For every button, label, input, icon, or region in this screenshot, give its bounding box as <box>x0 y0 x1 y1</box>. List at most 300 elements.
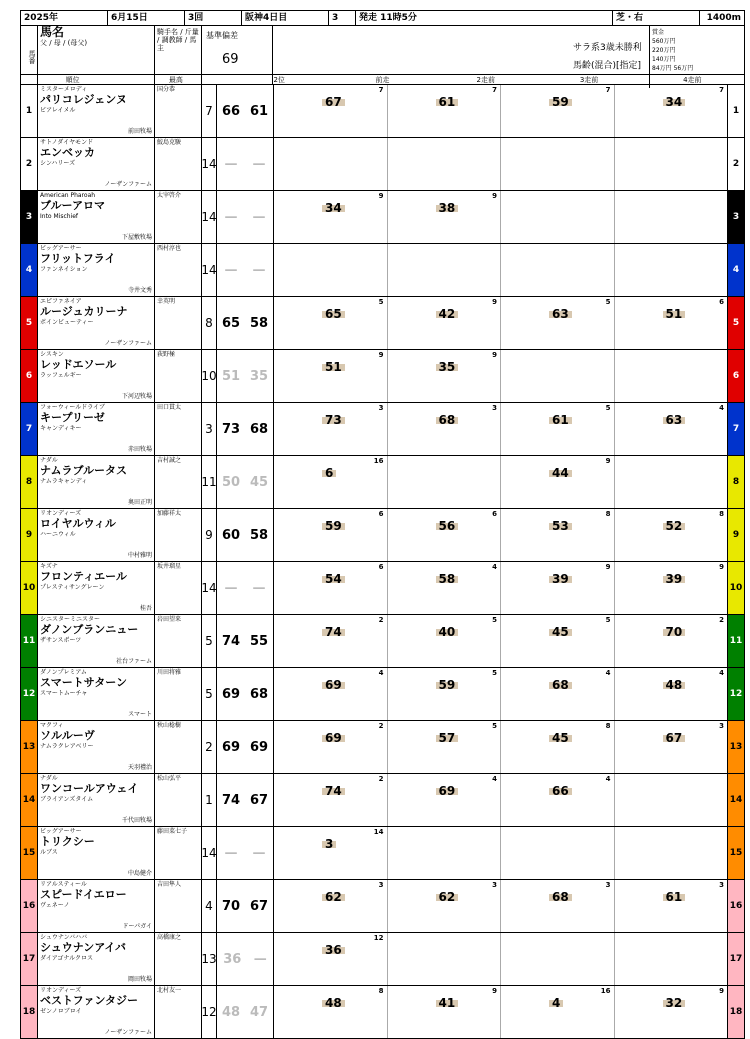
past-race <box>274 933 388 985</box>
ratings <box>217 456 274 508</box>
year: 2025年 <box>21 11 108 25</box>
past-races <box>274 562 727 614</box>
ratings <box>217 297 274 349</box>
past-races <box>274 668 727 720</box>
horse-row <box>21 986 744 1038</box>
owner: 下屋敷牧場 <box>121 234 152 241</box>
ratings <box>217 721 274 773</box>
second-rating: 68 <box>249 686 269 702</box>
horse-info <box>38 85 155 137</box>
second-rating: 67 <box>249 898 269 914</box>
dam: ビアレイメル <box>40 107 76 114</box>
best-rating: 74 <box>221 633 241 649</box>
owner: ノーザンファーム <box>104 340 152 347</box>
ratings <box>217 350 274 402</box>
past-finish: 3 <box>605 881 611 889</box>
sire: シニスターミニスター <box>40 616 101 623</box>
horse-info <box>38 509 155 561</box>
horse-row <box>21 774 744 827</box>
past-race <box>501 986 615 1038</box>
past-race <box>388 403 502 455</box>
dam: ダイアゴナルクロス <box>40 955 93 962</box>
owner: 下河辺牧場 <box>121 393 152 400</box>
past-index: 68 <box>436 417 459 424</box>
best-rating: 70 <box>221 898 241 914</box>
ratings <box>217 138 274 190</box>
past-race <box>501 615 615 667</box>
past-finish: 7 <box>492 86 497 94</box>
horse-row <box>21 827 744 880</box>
horse-number-right: 5 <box>727 297 744 349</box>
place: 阪神4日目 <box>242 11 329 25</box>
best-rating: 74 <box>221 792 241 808</box>
past-race <box>388 456 502 508</box>
second-rating: 68 <box>249 421 269 437</box>
past-race <box>615 562 728 614</box>
sire: ナダル <box>40 775 58 782</box>
past-finish: 3 <box>492 404 497 412</box>
rank: 14 <box>202 138 217 190</box>
past-race <box>274 244 388 296</box>
horse-number-right: 11 <box>727 615 744 667</box>
past-race <box>274 456 388 508</box>
second-rating: — <box>252 845 266 861</box>
past-finish: 3 <box>378 881 384 889</box>
second-rating: 61 <box>249 103 269 119</box>
horse-number-right: 9 <box>727 509 744 561</box>
jockey: 松山弘平 <box>155 774 202 826</box>
past-races <box>274 456 727 508</box>
past-finish: 5 <box>378 298 384 306</box>
horse-number: 1 <box>21 85 38 137</box>
owner: 天羽禮治 <box>127 764 152 771</box>
ratings <box>217 668 274 720</box>
past-finish: 5 <box>605 298 611 306</box>
past-race <box>274 297 388 349</box>
horse-number-right: 15 <box>727 827 744 879</box>
horse-row <box>21 615 744 668</box>
past-race <box>501 297 615 349</box>
dam: スマートムーチャ <box>40 690 88 697</box>
horse-row <box>21 456 744 509</box>
owner: 千代田牧場 <box>121 817 152 824</box>
second-rating: — <box>252 580 266 596</box>
past-index: 73 <box>322 417 345 424</box>
past-index: 67 <box>322 99 345 106</box>
past-index: 4 <box>549 1000 563 1007</box>
past-index: 62 <box>322 894 345 901</box>
horse-number: 2 <box>21 138 38 190</box>
past-index: 61 <box>436 99 459 106</box>
past-index: 58 <box>436 576 459 583</box>
past-index: 34 <box>322 205 345 212</box>
jockey: 吉村誠之 <box>155 456 202 508</box>
past-finish: 4 <box>719 404 724 412</box>
past-finish: 4 <box>719 669 724 677</box>
past-races <box>274 350 727 402</box>
rank: 2 <box>202 721 217 773</box>
past-race <box>274 721 388 773</box>
past-finish: 6 <box>719 298 724 306</box>
past-index: 69 <box>322 682 345 689</box>
past-race <box>615 986 728 1038</box>
past-race <box>388 297 502 349</box>
past-index: 45 <box>549 629 572 636</box>
horse-name: フリットフライ <box>40 252 116 265</box>
past-race <box>274 827 388 879</box>
horse-name: レッドエソール <box>40 358 117 371</box>
past-races <box>274 880 727 932</box>
past-finish: 9 <box>605 457 611 465</box>
past-race <box>501 721 615 773</box>
horse-info <box>38 244 155 296</box>
column-header <box>20 26 745 85</box>
dam: ルブス <box>40 849 58 856</box>
owner: 寺井文秀 <box>127 287 152 294</box>
past-finish: 5 <box>605 404 611 412</box>
second-rating: — <box>252 209 266 225</box>
sub-prev1: 前走 <box>375 76 390 84</box>
dam: ハーニウィル <box>40 531 76 538</box>
past-race <box>615 880 728 932</box>
ratings <box>217 244 274 296</box>
past-finish: 14 <box>373 828 384 836</box>
best-rating: — <box>224 845 238 861</box>
past-race <box>274 191 388 243</box>
dam: シンハリーズ <box>40 160 76 167</box>
rank: 11 <box>202 456 217 508</box>
past-finish: 2 <box>719 616 724 624</box>
horse-number: 5 <box>21 297 38 349</box>
past-index: 61 <box>549 417 572 424</box>
rank: 5 <box>202 615 217 667</box>
condition-2: 馬齢(混合)[指定] <box>573 61 642 71</box>
rank: 14 <box>202 562 217 614</box>
past-finish: 7 <box>605 86 611 94</box>
jockey-header: 騎手名 / 斤量 / 調教師 / 馬主 <box>155 26 202 84</box>
best-rating: 69 <box>221 739 241 755</box>
past-index: 59 <box>436 682 459 689</box>
past-index: 63 <box>549 311 572 318</box>
past-race <box>274 668 388 720</box>
horse-number: 16 <box>21 880 38 932</box>
horse-info <box>38 191 155 243</box>
start-time: 発走 11時5分 <box>356 11 613 25</box>
past-finish: 9 <box>492 298 497 306</box>
prize-label: 賞金 <box>652 29 665 36</box>
past-race <box>501 562 615 614</box>
owner: ノーザンファーム <box>104 1029 152 1036</box>
past-race <box>274 615 388 667</box>
dam: ナムラクレアベリー <box>40 743 94 750</box>
dam: ボインビューティー <box>40 319 94 326</box>
best-rating: 65 <box>221 315 241 331</box>
past-index: 52 <box>663 523 686 530</box>
past-races <box>274 933 727 985</box>
dam: ブライアンズタイム <box>40 796 94 803</box>
name-label: 馬名 <box>40 25 65 39</box>
second-rating: 69 <box>249 739 269 755</box>
sire: エピファネイア <box>40 298 82 305</box>
ratings <box>217 562 274 614</box>
past-race <box>274 85 388 137</box>
rank: 14 <box>202 827 217 879</box>
past-finish: 16 <box>600 987 611 995</box>
past-finish: 9 <box>492 351 497 359</box>
past-race <box>501 403 615 455</box>
horse-name: ロイヤルウィル <box>40 517 116 530</box>
horse-number-right: 2 <box>727 138 744 190</box>
past-race <box>501 668 615 720</box>
past-race <box>501 827 615 879</box>
past-race <box>388 615 502 667</box>
past-index: 36 <box>322 947 345 954</box>
horse-number-right: 7 <box>727 403 744 455</box>
horse-name: ベストファンタジー <box>40 994 139 1007</box>
best-rating: 73 <box>221 421 241 437</box>
past-index: 40 <box>436 629 459 636</box>
sub-prev3: 3走前 <box>579 76 599 84</box>
horse-row <box>21 403 744 456</box>
past-index: 39 <box>663 576 686 583</box>
past-race <box>388 721 502 773</box>
past-race <box>501 85 615 137</box>
past-race <box>615 403 728 455</box>
horse-number-right: 12 <box>727 668 744 720</box>
past-race <box>615 509 728 561</box>
past-race <box>388 562 502 614</box>
owner: 奥田正明 <box>127 499 152 506</box>
past-finish: 9 <box>719 563 724 571</box>
past-index: 70 <box>663 629 686 636</box>
prize-5: 56万円 <box>673 65 694 72</box>
horse-number-right: 18 <box>727 986 744 1038</box>
horse-info <box>38 138 155 190</box>
past-races <box>274 509 727 561</box>
horse-info <box>38 880 155 932</box>
past-index: 44 <box>549 470 572 477</box>
sire: リアルスティール <box>40 881 87 888</box>
past-finish: 5 <box>605 616 611 624</box>
horse-name: トリクシー <box>40 835 95 848</box>
past-index: 48 <box>322 1000 345 1007</box>
past-race <box>615 668 728 720</box>
best-rating: — <box>224 262 238 278</box>
horse-name: ブルーアロマ <box>40 199 106 212</box>
past-index: 65 <box>322 311 345 318</box>
rank: 1 <box>202 774 217 826</box>
horse-row <box>21 191 744 244</box>
past-races <box>274 615 727 667</box>
weight-label: 基準偏差 <box>206 31 238 40</box>
ratings <box>217 191 274 243</box>
past-races <box>274 244 727 296</box>
second-rating: 67 <box>249 792 269 808</box>
dam: キャンディキー <box>40 425 82 432</box>
horse-row <box>21 297 744 350</box>
horse-info <box>38 721 155 773</box>
jockey: 幸英明 <box>155 297 202 349</box>
past-race <box>501 774 615 826</box>
horse-info <box>38 403 155 455</box>
sire: サトノダイヤモンド <box>40 139 94 146</box>
horse-row <box>21 350 744 403</box>
dam: ファンネイション <box>40 266 88 273</box>
jockey: 加藤祥太 <box>155 509 202 561</box>
past-finish: 7 <box>378 86 384 94</box>
second-rating: — <box>252 156 266 172</box>
past-finish: 16 <box>373 457 384 465</box>
jockey: 荻野極 <box>155 350 202 402</box>
past-race <box>274 562 388 614</box>
rank: 12 <box>202 986 217 1038</box>
past-races <box>274 138 727 190</box>
past-finish: 5 <box>492 669 497 677</box>
rank: 14 <box>202 244 217 296</box>
sire: リオンディーズ <box>40 987 82 994</box>
past-finish: 4 <box>492 775 497 783</box>
past-races <box>274 986 727 1038</box>
past-race <box>274 509 388 561</box>
past-index: 3 <box>322 841 336 848</box>
second-rating: 58 <box>249 315 269 331</box>
horse-name: ナムラブルータス <box>40 464 128 477</box>
dam: ラッフェルギー <box>40 372 82 379</box>
past-race <box>501 138 615 190</box>
past-races <box>274 85 727 137</box>
past-index: 51 <box>322 364 345 371</box>
horse-info <box>38 933 155 985</box>
horse-info <box>38 827 155 879</box>
horse-row <box>21 85 744 138</box>
owner: 岡田牧場 <box>127 976 152 983</box>
horse-row <box>21 668 744 721</box>
horse-number-right: 14 <box>727 774 744 826</box>
horse-name: スピードイエロー <box>40 888 127 901</box>
sire: リオンディーズ <box>40 510 82 517</box>
best-rating: — <box>224 209 238 225</box>
past-index: 42 <box>436 311 459 318</box>
past-races <box>274 191 727 243</box>
horse-number-right: 13 <box>727 721 744 773</box>
owner: 社台ファーム <box>116 658 152 665</box>
past-finish: 6 <box>492 510 497 518</box>
past-race <box>615 827 728 879</box>
owner: 赤田牧場 <box>127 446 152 453</box>
owner: 桂吾 <box>139 605 152 612</box>
uma-label: 馬番 <box>21 26 38 84</box>
horse-info <box>38 615 155 667</box>
past-index: 57 <box>436 735 459 742</box>
dam: ナムラキャンディ <box>40 478 88 485</box>
past-race <box>388 933 502 985</box>
points-value: 69 <box>222 52 239 67</box>
race-header <box>20 10 745 26</box>
past-finish: 9 <box>378 351 384 359</box>
best-rating: 48 <box>221 1004 241 1020</box>
horse-name: ワンコールアウェイ <box>40 782 139 795</box>
past-index: 69 <box>322 735 345 742</box>
past-race <box>615 615 728 667</box>
rank: 9 <box>202 509 217 561</box>
horse-number: 9 <box>21 509 38 561</box>
sire: シュウナンバハバ <box>40 934 88 941</box>
past-races <box>274 774 727 826</box>
horse-number: 18 <box>21 986 38 1038</box>
second-rating: 47 <box>249 1004 269 1020</box>
past-race <box>501 456 615 508</box>
past-index: 62 <box>436 894 459 901</box>
past-finish: 3 <box>492 881 497 889</box>
horse-number: 17 <box>21 933 38 985</box>
jockey: 西村淳也 <box>155 244 202 296</box>
horse-number-right: 10 <box>727 562 744 614</box>
past-race <box>274 403 388 455</box>
horse-name: シュウナンアイバ <box>40 941 127 954</box>
past-index: 38 <box>436 205 459 212</box>
past-index: 35 <box>436 364 459 371</box>
horse-number-right: 16 <box>727 880 744 932</box>
past-race <box>615 933 728 985</box>
past-race <box>388 986 502 1038</box>
past-finish: 6 <box>378 510 384 518</box>
rank: 7 <box>202 85 217 137</box>
ratings <box>217 615 274 667</box>
horse-number: 4 <box>21 244 38 296</box>
past-finish: 5 <box>492 616 497 624</box>
past-index: 66 <box>549 788 572 795</box>
past-finish: 9 <box>492 987 497 995</box>
past-index: 54 <box>322 576 345 583</box>
past-finish: 12 <box>373 934 384 942</box>
ratings <box>217 509 274 561</box>
sire: ビッグアーサー <box>40 828 82 835</box>
rank: 3 <box>202 403 217 455</box>
past-race <box>615 191 728 243</box>
past-race <box>501 509 615 561</box>
sub-second: 2位 <box>273 76 285 84</box>
past-finish: 8 <box>605 510 611 518</box>
horse-name: フロンティエール <box>40 570 127 583</box>
past-race <box>274 350 388 402</box>
sire: ダノンプレミアム <box>40 669 87 676</box>
horse-row <box>21 138 744 191</box>
past-finish: 2 <box>378 722 384 730</box>
jockey: 坂井瑠星 <box>155 562 202 614</box>
prize-1: 560万円 <box>652 38 676 45</box>
past-finish: 3 <box>719 722 724 730</box>
date: 6月15日 <box>108 11 185 25</box>
horse-number: 14 <box>21 774 38 826</box>
horse-number: 11 <box>21 615 38 667</box>
sire: シスキン <box>40 351 64 358</box>
past-race <box>388 827 502 879</box>
past-index: 74 <box>322 788 345 795</box>
horse-number: 7 <box>21 403 38 455</box>
second-rating: — <box>253 951 267 967</box>
owner: ドーパガイ <box>122 923 152 930</box>
ratings <box>217 933 274 985</box>
horse-number-right: 4 <box>727 244 744 296</box>
past-race <box>615 774 728 826</box>
past-finish: 2 <box>378 616 384 624</box>
jockey: 高橋康之 <box>155 933 202 985</box>
horse-info <box>38 350 155 402</box>
dam: Into Mischief <box>40 213 79 220</box>
horse-number-right: 1 <box>727 85 744 137</box>
best-rating: — <box>224 156 238 172</box>
sire: キズナ <box>40 563 58 570</box>
